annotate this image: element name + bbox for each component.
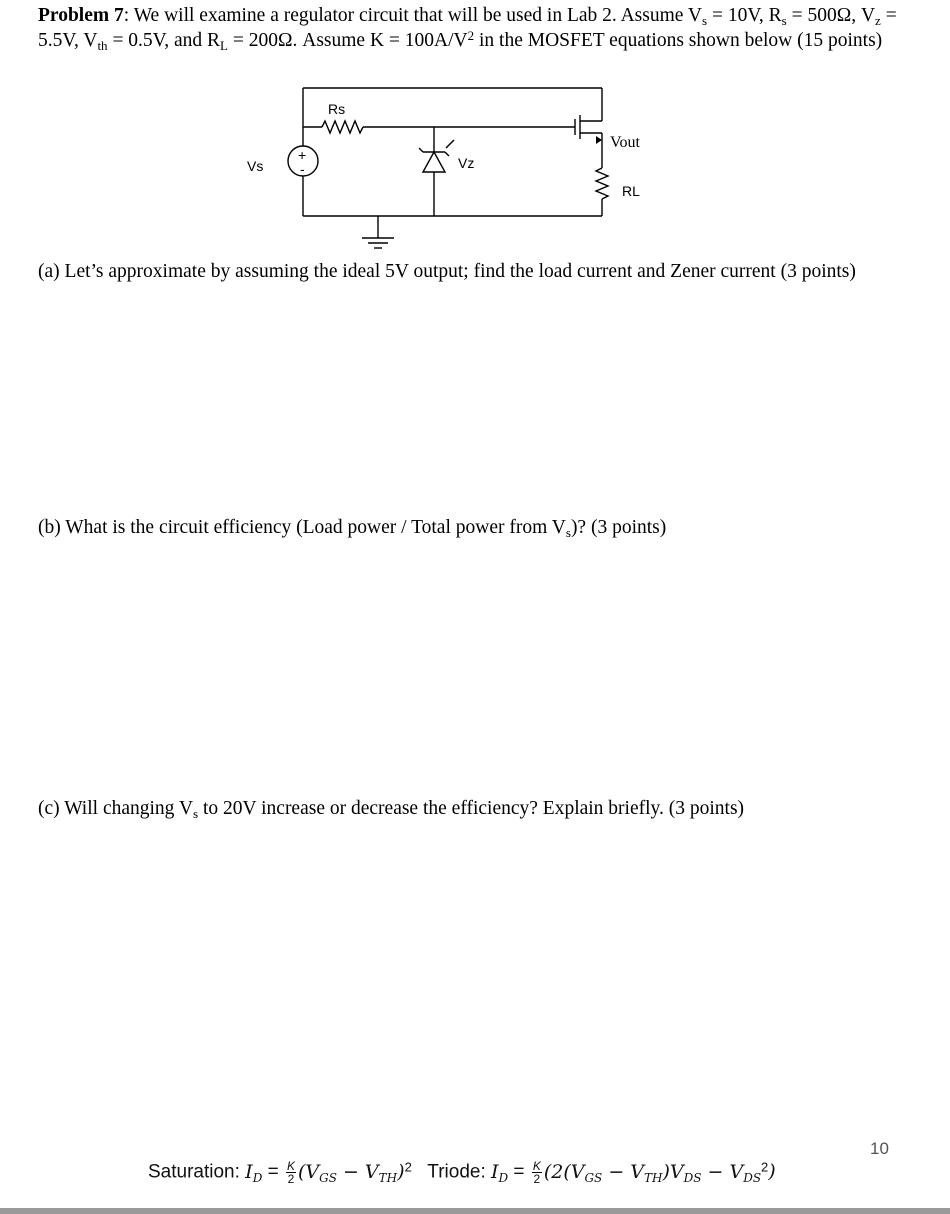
mosfet-equations: Saturation: $I_D$ = $\frac{K}{2}$ $(V_{GS} - V_{TH})^2$ Triode: $I_D$ = $\frac{K}{2}$ $(2(V_{GS} - V_{TH})V_{DS} - V_{DS}^2)$: [148, 1159, 776, 1186]
question-part-a: (a) Let’s approximate by assuming the ideal 5V output; find the load current and Zener current (3 points): [38, 261, 856, 282]
fraction-k-over-2: $\frac{K}{2}$: [286, 1159, 295, 1186]
plus-sign: +: [298, 147, 307, 163]
problem-label: Problem 7: [38, 5, 124, 26]
rl-resistor-symbol: [596, 168, 608, 199]
rl-label: RL: [622, 183, 640, 199]
question-part-c: (c) Will changing $V_s$ to 20V increase or decrease the efficiency? Explain briefly. (3 points): [38, 798, 745, 821]
saturation-label: Saturation:: [148, 1161, 246, 1183]
zener-diode-symbol: [423, 152, 445, 172]
fraction-k-over-2-triode: $\frac{K}{2}$: [532, 1159, 541, 1186]
vz-label: Vz: [458, 155, 475, 171]
vs-label: Vs: [247, 158, 264, 174]
rs-resistor-symbol: [322, 121, 363, 133]
problem-statement: Problem 7: We will examine a regulator circuit that will be used in Lab 2. Assume $V_s = 10V$, $R_s = 500\Omega$, $V_z = 5.5V$, $V_{th} = 0.5V$, and $R_L = 200\Omega$. Assume $K = 100A/V^2$ in the MOSFET equations shown below (15 points): [38, 5, 897, 53]
rs-label: Rs: [328, 101, 346, 117]
mosfet-arrow-icon: [596, 136, 602, 144]
question-part-b: (b) What is the circuit efficiency (Load power / Total power from $V_s$)? (3 points): [38, 517, 667, 540]
regulator-circuit-diagram: [230, 80, 670, 260]
vout-label: Vout: [610, 134, 640, 151]
minus-sign: -: [300, 161, 305, 177]
page-bottom-border: [0, 1208, 950, 1214]
page-number: 10: [870, 1139, 889, 1158]
triode-label: Triode:: [427, 1161, 492, 1183]
